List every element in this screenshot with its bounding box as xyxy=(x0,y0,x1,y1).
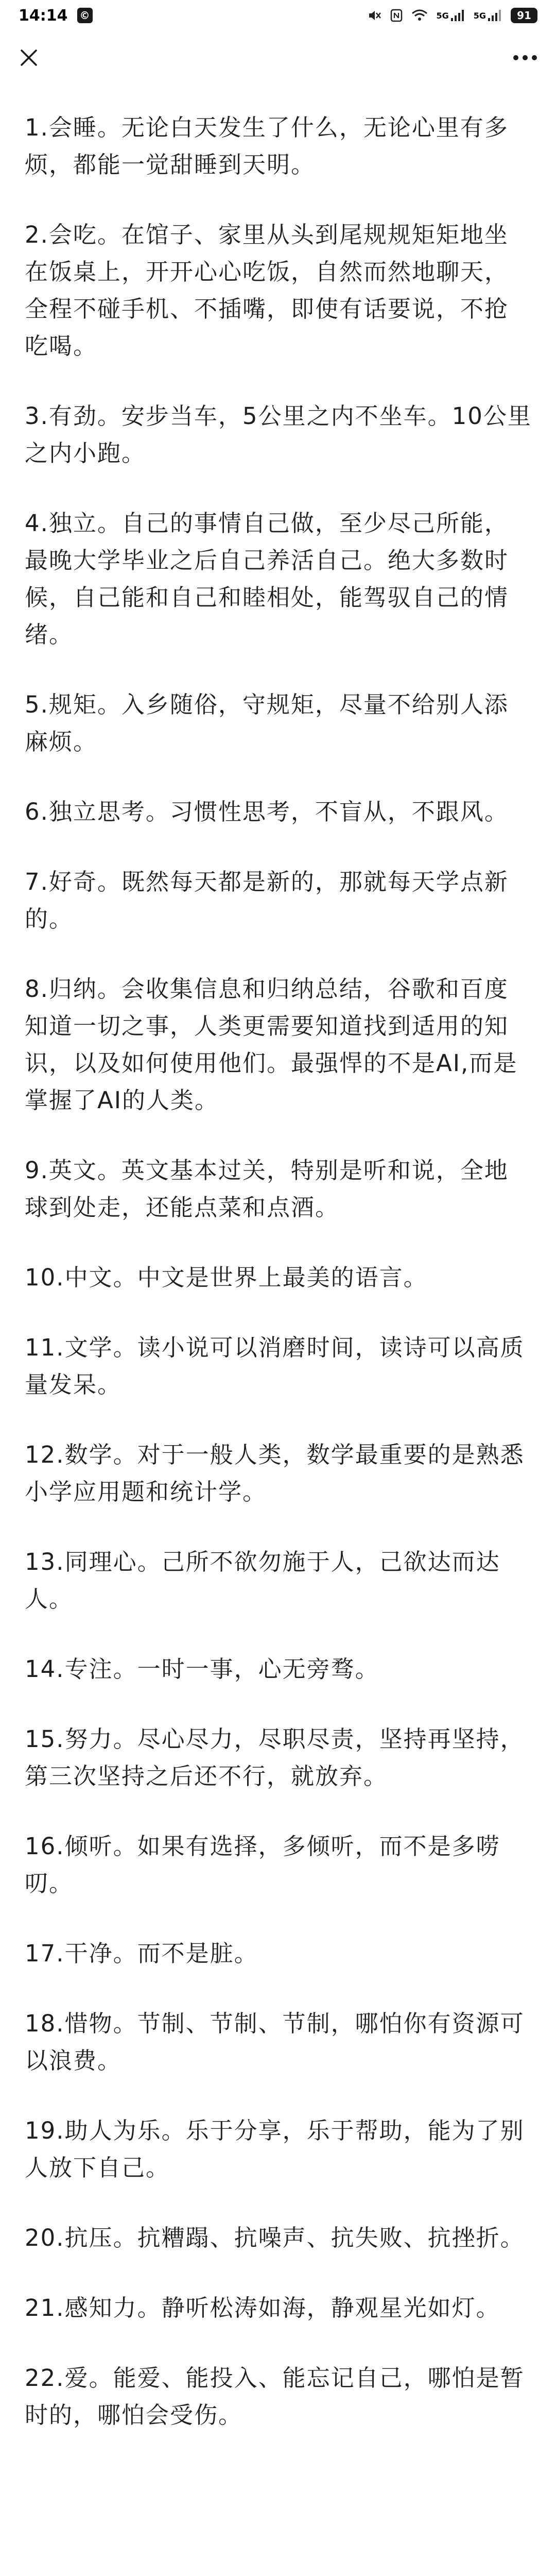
paragraph-11: 11.文学。读小说可以消磨时间，读诗可以高质量发呆。 xyxy=(25,1334,525,1398)
paragraph-14: 14.专注。一时一事，心无旁骛。 xyxy=(25,1655,379,1683)
article-content xyxy=(0,84,556,2434)
close-icon xyxy=(19,47,39,68)
mute-icon xyxy=(366,8,381,23)
paragraph-3: 3.有劲。安步当车，5公里之内不坐车。10公里之内小跑。 xyxy=(25,402,532,467)
paragraph-6: 6.独立思考。习惯性思考，不盲从，不跟风。 xyxy=(25,798,509,825)
status-right xyxy=(366,8,537,23)
paragraph-17: 17.干净。而不是脏。 xyxy=(25,1940,258,1967)
status-time: 14:14 xyxy=(19,6,68,25)
status-bar xyxy=(0,0,556,31)
paragraph-5: 5.规矩。入乡随俗，守规矩，尽量不给别人添麻烦。 xyxy=(25,691,509,755)
paragraph-9: 9.英文。英文基本过关，特别是听和说，全地球到处走，还能点菜和点酒。 xyxy=(25,1157,509,1221)
paragraph-1: 1.会睡。无论白天发生了什么，无论心里有多烦，都能一觉甜睡到天明。 xyxy=(25,114,509,178)
paragraph-13: 13.同理心。己所不欲勿施于人，己欲达而达人。 xyxy=(25,1548,500,1613)
nfc-icon xyxy=(390,8,403,23)
paragraph-18: 18.惜物。节制、节制、节制，哪怕你有资源可以浪费。 xyxy=(25,2010,525,2074)
battery-indicator: 91 xyxy=(511,8,537,23)
paragraph-22: 22.爱。能爱、能投入、能忘记自己，哪怕是暂时的，哪怕会受伤。 xyxy=(25,2364,525,2429)
paragraph-19: 19.助人为乐。乐于分享，乐于帮助，能为了别人放下自己。 xyxy=(25,2117,525,2181)
paragraph-8: 8.归纳。会收集信息和归纳总结，谷歌和百度知道一切之事，人类更需要知道找到适用的知识，以及如何使用他们。最强悍的不是AI,而是掌握了AI的人类。 xyxy=(25,975,518,1114)
status-left xyxy=(19,7,93,25)
paragraph-10: 10.中文。中文是世界上最美的语言。 xyxy=(25,1264,428,1291)
notification-app-icon: © xyxy=(77,8,93,23)
paragraph-16: 16.倾听。如果有选择，多倾听，而不是多唠叨。 xyxy=(25,1833,500,1897)
paragraph-21: 21.感知力。静听松涛如海，静观星光如灯。 xyxy=(25,2294,500,2321)
signal-5g-icon-1 xyxy=(436,9,465,22)
paragraph-4: 4.独立。自己的事情自己做，至少尽己所能，最晚大学毕业之后自己养活自己。绝大多数时候，自己能和自己和睦相处，能驾驭自己的情绪。 xyxy=(25,510,509,648)
more-icon xyxy=(513,54,537,61)
network-label-1: 5G xyxy=(436,10,449,21)
paragraph-7: 7.好奇。既然每天都是新的，那就每天学点新的。 xyxy=(25,868,509,933)
signal-5g-icon-2 xyxy=(474,9,502,22)
paragraph-2: 2.会吃。在馆子、家里从头到尾规规矩矩地坐在饭桌上，开开心心吃饭，自然而然地聊天，全程不碰手机、不插嘴，即使有话要说，不抢吃喝。 xyxy=(25,221,509,360)
nav-bar xyxy=(0,31,556,84)
more-button[interactable] xyxy=(509,43,537,72)
paragraph-20: 20.抗压。抗糟蹋、抗噪声、抗失败、抗挫折。 xyxy=(25,2224,525,2251)
close-button[interactable] xyxy=(19,43,47,72)
wifi-icon xyxy=(411,8,428,23)
paragraph-15: 15.努力。尽心尽力，尽职尽责，坚持再坚持，第三次坚持之后还不行，就放弃。 xyxy=(25,1725,525,1790)
network-label-2: 5G xyxy=(473,10,486,21)
paragraph-12: 12.数学。对于一般人类，数学最重要的是熟悉小学应用题和统计学。 xyxy=(25,1441,525,1505)
